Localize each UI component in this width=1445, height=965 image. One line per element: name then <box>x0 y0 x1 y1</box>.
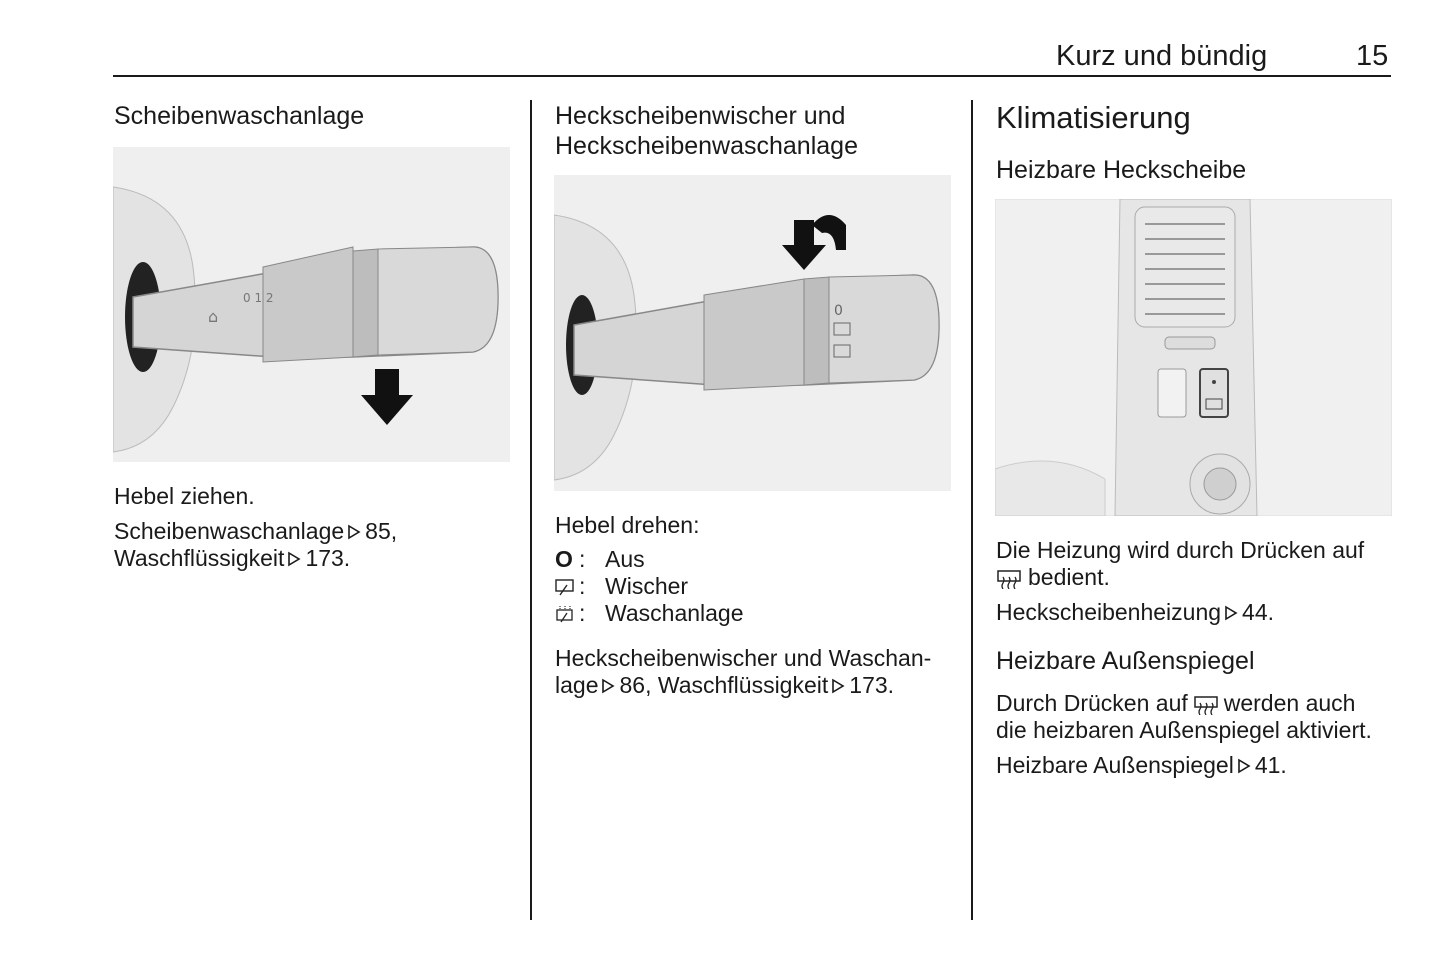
legend-separator: : <box>579 600 586 626</box>
legend-row-aus <box>555 546 645 573</box>
ref-page: 173. <box>849 672 895 698</box>
section-heading-heizbare-heckscheibe: Heizbare Heckscheibe <box>996 156 1247 184</box>
ref-page: 85, <box>365 518 398 544</box>
rear-washer-icon <box>555 605 575 625</box>
section-heading-heckscheibenwischer <box>555 101 858 161</box>
column-divider-2 <box>971 100 973 920</box>
section-heading-heizbare-aussenspiegel: Heizbare Außenspiegel <box>996 647 1255 675</box>
ref-page: 44. <box>1242 599 1275 625</box>
page-reference-arrow-icon <box>831 678 845 694</box>
rear-defroster-icon <box>996 569 1022 589</box>
col2-intro: Hebel drehen: <box>555 512 700 538</box>
page-reference-arrow-icon <box>1224 605 1238 621</box>
heading-line: Heckscheibenwischer und <box>555 102 846 130</box>
ref-page: 41. <box>1254 752 1287 778</box>
section-heading-scheibenwaschanlage: Scheibenwaschanlage <box>114 102 365 130</box>
rear-wiper-icon <box>555 579 575 597</box>
header-rule <box>113 75 1391 77</box>
legend-label: Wischer <box>605 573 689 599</box>
legend-label: Aus <box>605 546 645 572</box>
page-reference-arrow-icon <box>601 678 615 694</box>
page-number: 15 <box>1356 40 1389 72</box>
legend-separator: : <box>579 546 586 572</box>
running-header-title: Kurz und bündig <box>1056 40 1268 72</box>
col1-ref-line2 <box>114 545 350 572</box>
col3-p2 <box>996 599 1274 626</box>
heading-line: Heckscheibenwaschanlage <box>555 132 858 160</box>
legend-label: Waschanlage <box>605 600 744 626</box>
legend-row-waschanlage <box>555 600 744 627</box>
chapter-title: Klimatisierung <box>996 100 1191 135</box>
column-divider-1 <box>530 100 532 920</box>
svg-text:0 1 2: 0 1 2 <box>243 291 274 305</box>
p3-text-a: Durch Drücken auf <box>996 690 1188 716</box>
ref-text: Heizbare Außenspiegel <box>996 752 1234 778</box>
col1-ref-line1 <box>114 518 397 545</box>
svg-text:⌂: ⌂ <box>208 307 219 326</box>
ref-text: Scheibenwaschanlage <box>114 518 345 544</box>
page-reference-arrow-icon <box>1237 758 1251 774</box>
rear-defroster-icon <box>1193 695 1219 715</box>
col3-p1-line2 <box>996 564 1110 591</box>
ref-page: 86, Waschflüssigkeit <box>619 672 829 698</box>
p3-text-b: werden auch <box>1223 690 1356 716</box>
svg-text:0: 0 <box>834 303 843 319</box>
ref-text: Waschflüssigkeit <box>114 545 285 571</box>
legend-row-wischer <box>555 573 688 600</box>
p1-text: bedient. <box>1028 564 1110 590</box>
legend-separator: : <box>579 573 586 599</box>
page-reference-arrow-icon <box>347 524 361 540</box>
legend-key <box>555 573 579 600</box>
ref-text: lage <box>555 672 599 698</box>
wiper-lever-pull-illustration <box>113 147 510 462</box>
col3-p3-line2: die heizbaren Außenspiegel aktiviert. <box>996 717 1372 743</box>
legend-key-off: O <box>555 546 573 572</box>
legend-key <box>555 600 579 627</box>
ref-page: 173. <box>305 545 351 571</box>
rear-wiper-lever-rotate-illustration <box>554 175 951 491</box>
col2-ref-line2 <box>555 672 894 699</box>
col3-p4 <box>996 752 1287 779</box>
col3-p3-line1 <box>996 690 1355 717</box>
page-reference-arrow-icon <box>287 551 301 567</box>
col2-ref-line1: Heckscheibenwischer und Waschan- <box>555 645 932 671</box>
heated-rear-window-switch-illustration <box>995 199 1392 516</box>
ref-text: Heckscheibenheizung <box>996 599 1222 625</box>
col1-instruction: Hebel ziehen. <box>114 483 255 509</box>
col3-p1-line1: Die Heizung wird durch Drücken auf <box>996 537 1365 563</box>
